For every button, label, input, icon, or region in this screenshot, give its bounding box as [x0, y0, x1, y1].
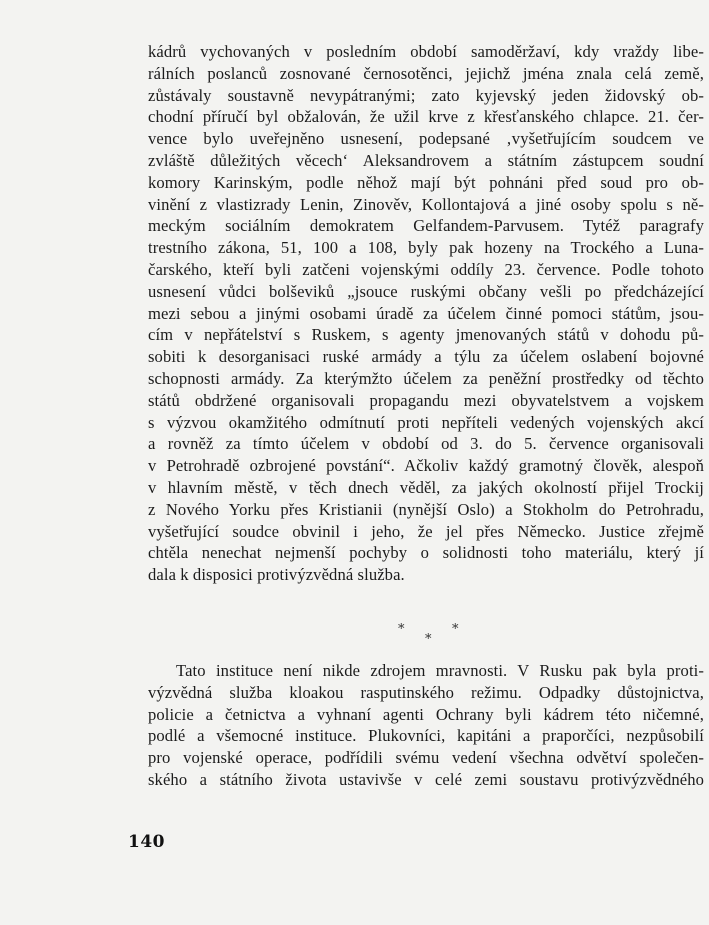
text-line: podlé a všemocné instituce. Plukovníci, kapitáni a praporčíci, nezpůsobilí	[148, 726, 704, 746]
separator-star: *	[398, 622, 405, 637]
text-line: kádrů vychovaných v posledním období samoděržaví, kdy vraždy libe-	[148, 42, 704, 61]
text-line: s výzvou okamžitého odmítnutí proti nepříteli vedených vojenských akcí	[148, 412, 704, 432]
text-line: zvláště důležitých věcech‘ Aleksandrovem a státním zástupcem soudní	[148, 150, 704, 170]
text-line: v hlavním městě, v těch dnech věděl, za jakých okolností přijel Trockij	[148, 477, 704, 497]
text-line: rálních poslanců zosnované černosotěnci, jejichž jména znala celá země,	[148, 63, 704, 83]
text-line: chodní příručí byl obžalován, že užil krve z křesťanského chlapce. 21. čer-	[148, 107, 704, 127]
text-line: usnesení vůdci bolševiků „jsouce ruskými občany vešli po předcházející	[148, 281, 704, 301]
text-line: států obdržené organisovali propagandu mezi obyvatelstvem a vojskem	[148, 390, 704, 410]
text-line: čarského, kteří byli zatčeni vojenskými oddíly 23. července. Podle tohoto	[148, 259, 704, 279]
text-line: schopnosti armády. Za kterýmžto účelem za peněžní prostředky od těchto	[148, 368, 704, 388]
text-line: Tato instituce není nikde zdrojem mravnosti. V Rusku pak byla proti-	[176, 661, 704, 680]
text-line: mezi sebou a jinými osobami úradě za účelem činné pomoci státům, jsou-	[148, 303, 704, 323]
text-line: sobiti k desorganisaci ruské armády a týlu za účelem oslabení bojovné	[148, 347, 704, 367]
text-line: chtěla nenechat nejmenší pochyby o solidnosti toho materiálu, který jí	[148, 543, 704, 563]
text-line: vence bylo uveřejněno usnesení, podepsané ‚vyšetřujícím soudcem ve	[148, 129, 704, 149]
paragraph-1	[148, 41, 704, 586]
text-line: policie a četnictva a vyhnaní agenti Ochrany byli kádrem této ničemné,	[148, 704, 704, 724]
page-number: 140	[128, 832, 165, 852]
text-line: dala k disposici protivýzvědná služba.	[148, 565, 405, 585]
text-line: vyšetřující soudce obvinil i jeho, že jel přes Německo. Justice zřejmě	[148, 521, 704, 541]
text-line: v Petrohradě ozbrojené povstání“. Ačkoliv každý gramotný člověk, alespoň	[148, 456, 704, 476]
text-line: ského a státního života ustavivše v celé zemi soustavu protivýzvědného	[148, 769, 704, 789]
section-separator	[380, 622, 480, 652]
text-line: a rovněž za tímto účelem v období od 3. do 5. července organisovali	[148, 434, 704, 454]
text-line: vinění z vlastizrady Lenin, Zinověv, Kollontajová a jiné osoby spolu s ně-	[148, 194, 704, 214]
text-line: meckým sociálním demokratem Gelfandem-Parvusem. Tytéž paragrafy	[148, 216, 704, 236]
separator-star: *	[452, 622, 459, 637]
text-line: výzvědná služba kloakou rasputinského režimu. Odpadky důstojnictva,	[148, 682, 704, 702]
separator-star: *	[425, 632, 432, 647]
text-line: zůstávaly soustavně nevypátranými; zato kyjevský jeden židovský ob-	[148, 85, 704, 105]
paragraph-2	[148, 660, 704, 791]
text-line: komory Karinským, podle něhož mají být pohnáni před soud pro ob-	[148, 172, 704, 192]
text-line: cím v nepřátelství s Ruskem, s agenty jmenovaných států v dohodu pů-	[148, 325, 704, 345]
text-line: z Nového Yorku přes Kristianii (nynější Oslo) a Stokholm do Petrohradu,	[148, 499, 704, 519]
text-line: pro vojenské operace, podřídili svému vedení všechna odvětví společen-	[148, 748, 704, 768]
text-line: trestního zákona, 51, 100 a 108, byly pak hozeny na Trockého a Luna-	[148, 238, 704, 258]
